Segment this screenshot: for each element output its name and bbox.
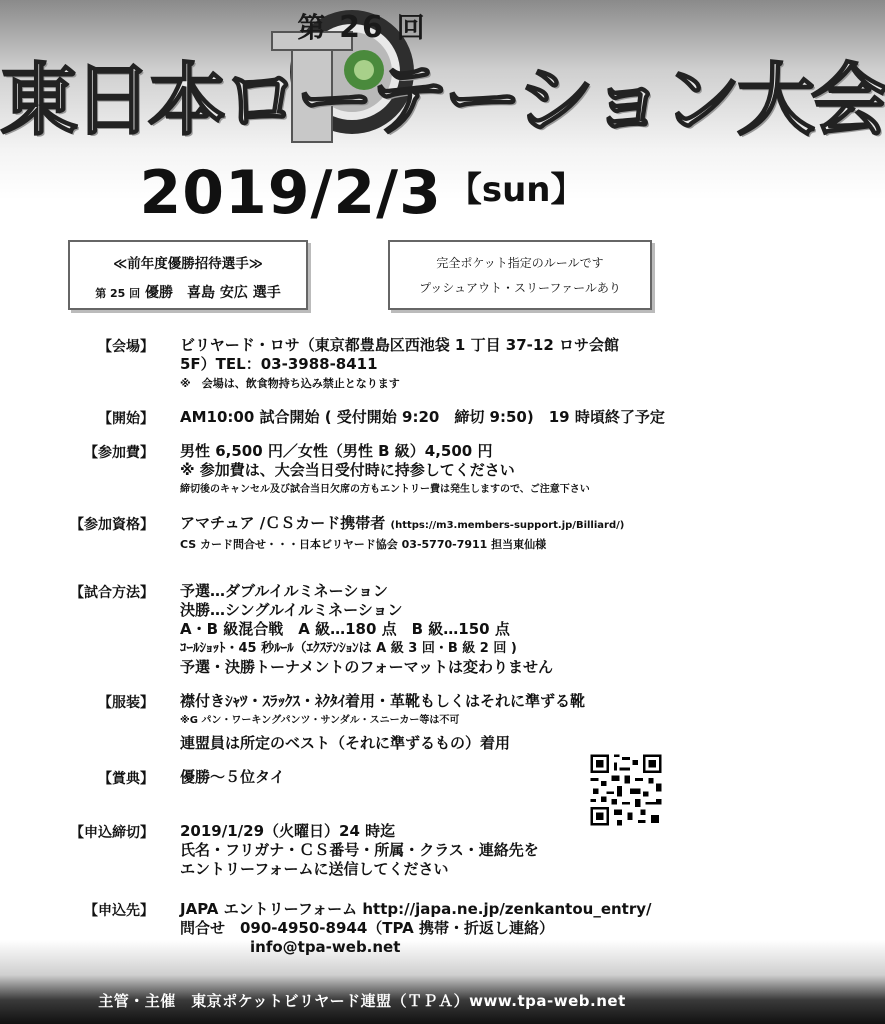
apply-line-2: 問合せ 090-4950-8944（TPA 携帯・折返し連絡） <box>180 919 554 937</box>
eligibility-line-1 <box>180 514 704 535</box>
start-line-1: AM10:00 試合開始 ( 受付開始 9:20 締切 9:50) 19 時頃終了予定 <box>180 408 665 426</box>
fee-line-1: 男性 6,500 円／女性（男性 B 級）4,500 円 <box>180 442 493 460</box>
apply-email[interactable]: info@tpa-web.net <box>250 938 401 956</box>
fee-content <box>180 442 704 499</box>
prize-line-1: 優勝～５位タイ <box>180 768 285 786</box>
format-label: 【試合方法】 <box>70 585 154 601</box>
fee-note: 締切後のキャンセル及び試合当日欠席の方もエントリー費は発生しますので、ご注意下さい <box>180 484 590 495</box>
deadline-label: 【申込締切】 <box>70 825 154 841</box>
invited-player-box <box>68 240 308 310</box>
invited-player-name: 優勝 喜島 安広 選手 <box>140 285 281 301</box>
venue-content <box>180 336 704 393</box>
apply-label: 【申込先】 <box>84 903 154 919</box>
format-line-2: 決勝…シングルイルミネーション <box>180 601 403 619</box>
deadline-line-3: エントリーフォームに送信してください <box>180 860 449 878</box>
format-line-5: 予選・決勝トーナメントのフォーマットは変わりません <box>180 658 554 676</box>
venue-line-1: ビリヤード・ロサ（東京都豊島区西池袋 1 丁目 37-12 ロサ会館 <box>180 336 620 354</box>
apply-line-1[interactable]: JAPA エントリーフォーム http://japa.ne.jp/zenkantou_entry/ <box>180 900 652 918</box>
invited-edition: 第 25 回 <box>95 287 141 300</box>
format-line-4: ｺｰﾙｼｮｯﾄ・45 秒ﾙｰﾙ（ｴｸｽﾃﾝｼｮﾝは A 級 3 回・B 級 2 回 ) <box>180 641 517 656</box>
eligibility-url: (https://m3.members-support.jp/Billiard/) <box>390 520 625 531</box>
invited-player <box>70 282 306 302</box>
eligibility-label: 【参加資格】 <box>70 517 154 533</box>
edition-number: 26 <box>339 10 385 45</box>
deadline-content <box>180 822 704 879</box>
venue-label: 【会場】 <box>98 339 154 355</box>
event-date <box>0 158 724 228</box>
day-text: 【sun】 <box>447 170 585 210</box>
deadline-line-2: 氏名・フリガナ・ＣＳ番号・所属・クラス・連絡先を <box>180 841 539 859</box>
format-line-3: A・B 級混合戦 A 級…180 点 B 級…150 点 <box>180 620 510 638</box>
qr-code <box>588 752 664 828</box>
dress-label: 【服装】 <box>98 695 154 711</box>
start-content <box>180 408 704 427</box>
eligibility-text: アマチュア /ＣＳカード携帯者 <box>180 514 386 532</box>
eligibility-line-2: CS カード問合せ・・・日本ビリヤード協会 03-5770-7911 担当東仙様 <box>180 538 547 551</box>
rules-line-2: プッシュアウト・スリーファールあり <box>419 281 621 295</box>
dress-note: ※G パン・ワーキングパンツ・サンダル・スニーカー等は不可 <box>180 715 460 726</box>
apply-content <box>180 900 704 957</box>
format-content <box>180 582 704 677</box>
deadline-line-1: 2019/1/29（火曜日）24 時迄 <box>180 822 396 840</box>
venue-line-2: 5F）TEL：03-3988-8411 <box>180 355 378 373</box>
event-title: 東日本ローテーション大会 <box>0 56 885 146</box>
edition-suffix: 回 <box>396 11 427 44</box>
footer-organizer: 主管・主催 東京ポケットビリヤード連盟（ＴＰＡ）www.tpa-web.net <box>98 992 626 1010</box>
edition-prefix: 第 <box>297 11 328 44</box>
venue-note: ※ 会場は、飲食物持ち込み禁止となります <box>180 377 400 390</box>
start-label: 【開始】 <box>98 411 154 427</box>
dress-line-1: 襟付きｼｬﾂ・ｽﾗｯｸｽ・ﾈｸﾀｲ着用・革靴もしくはそれに準ずる靴 <box>180 692 586 710</box>
invited-heading: ≪前年度優勝招待選手≫ <box>113 256 263 272</box>
date-text: 2019/2/3 <box>139 158 442 228</box>
eligibility-content <box>180 514 704 554</box>
format-line-1: 予選…ダブルイルミネーション <box>180 582 389 600</box>
fee-line-2: ※ 参加費は、大会当日受付時に持参してください <box>180 461 515 479</box>
prize-label: 【賞典】 <box>98 771 154 787</box>
dress-content <box>180 692 704 753</box>
rules-line-1: 完全ポケット指定のルールです <box>436 256 604 270</box>
rules-box <box>388 240 652 310</box>
fee-label: 【参加費】 <box>84 445 154 461</box>
dress-line-2: 連盟員は所定のベスト（それに準ずるもの）着用 <box>180 734 511 752</box>
